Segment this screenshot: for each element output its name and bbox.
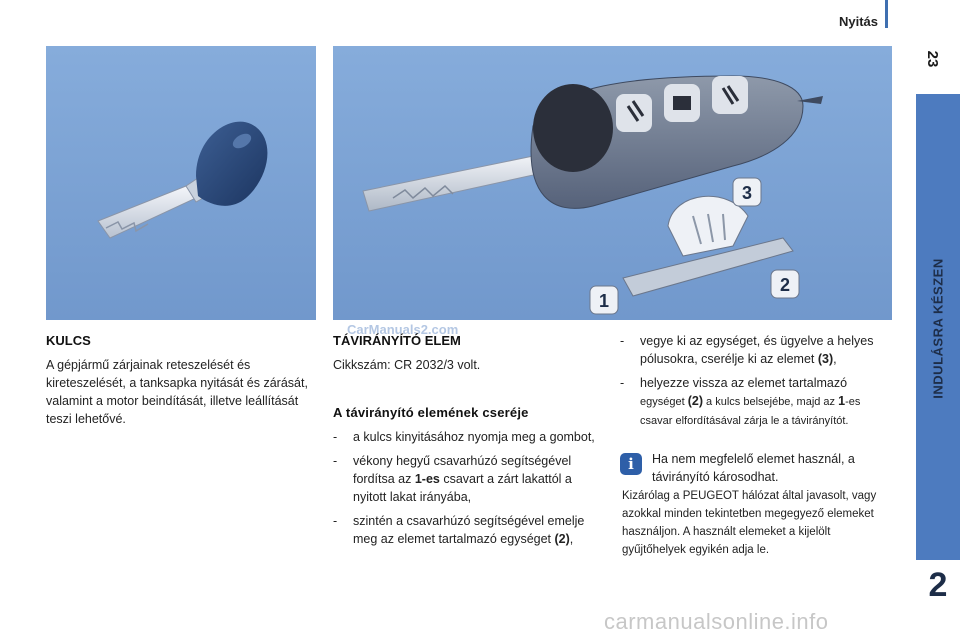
watermark-carmanuals2: CarManuals2.com: [347, 322, 459, 337]
steps-list-left: [333, 428, 603, 554]
info-icon: i: [620, 453, 642, 475]
list-item: - helyezze vissza az elemet tartalmazó egységet (2) a kulcs belsejébe, majd az 1-es csavar elfordításával zárja le a távirányítót.: [620, 376, 861, 427]
battery-reference: Cikkszám: CR 2032/3 volt.: [333, 358, 481, 372]
chapter-side-label-text: INDULÁSRA KÉSZEN: [930, 257, 946, 399]
chapter-number: 2: [928, 566, 948, 604]
watermark-carmanualsonline: carmanualsonline.info: [604, 609, 829, 634]
list-item: - szintén a csavarhúzó segítségével emelje meg az elemet tartalmazó egységet (2),: [333, 514, 585, 546]
key-icon: [46, 46, 316, 320]
taviranyito-title: TÁVIRÁNYÍTÓ ELEM: [333, 333, 461, 348]
kulcs-title: KULCS: [46, 333, 91, 348]
battery-replacement-subtitle: A távirányító elemének cseréje: [333, 405, 529, 420]
remote-icon: [333, 46, 892, 320]
key-illustration: [46, 46, 316, 320]
battery-disposal-text: Kizárólag a PEUGEOT hálózat által javasolt, vagy azokkal minden tekintetben megegyező elemeket használjon. A használt elemeket a kijelölt gyűjtőhelyek egyikén adja le.: [622, 490, 877, 556]
remote-control-illustration: [333, 46, 892, 320]
chapter-side-label: [916, 100, 960, 556]
list-item: - vegye ki az egységet, és ügyelve a helyes pólusokra, cserélje ki az elemet (3),: [620, 334, 874, 366]
info-warning-text: Ha nem megfelelő elemet használ, a távirányító károsodhat.: [652, 452, 855, 484]
list-item: - a kulcs kinyitásához nyomja meg a gombot,: [333, 430, 595, 444]
header-divider: [885, 0, 888, 28]
steps-list-right: [620, 332, 892, 436]
page-number: 23: [924, 50, 941, 68]
kulcs-paragraph: A gépjármű zárjainak reteszelését és kireteszelését, a tanksapka nyitását és zárását, valamint a motor beindítását, illetve leállítását teszi lehetővé.: [46, 358, 308, 426]
callout-3: 3: [741, 183, 753, 203]
callout-2: 2: [779, 275, 791, 295]
running-header-title: Nyitás: [838, 14, 878, 29]
list-item: - vékony hegyű csavarhúzó segítségével fordítsa az 1-es csavart a zárt lakattól a nyitott lakat irányába,: [333, 454, 572, 504]
callout-1: 1: [598, 291, 610, 311]
